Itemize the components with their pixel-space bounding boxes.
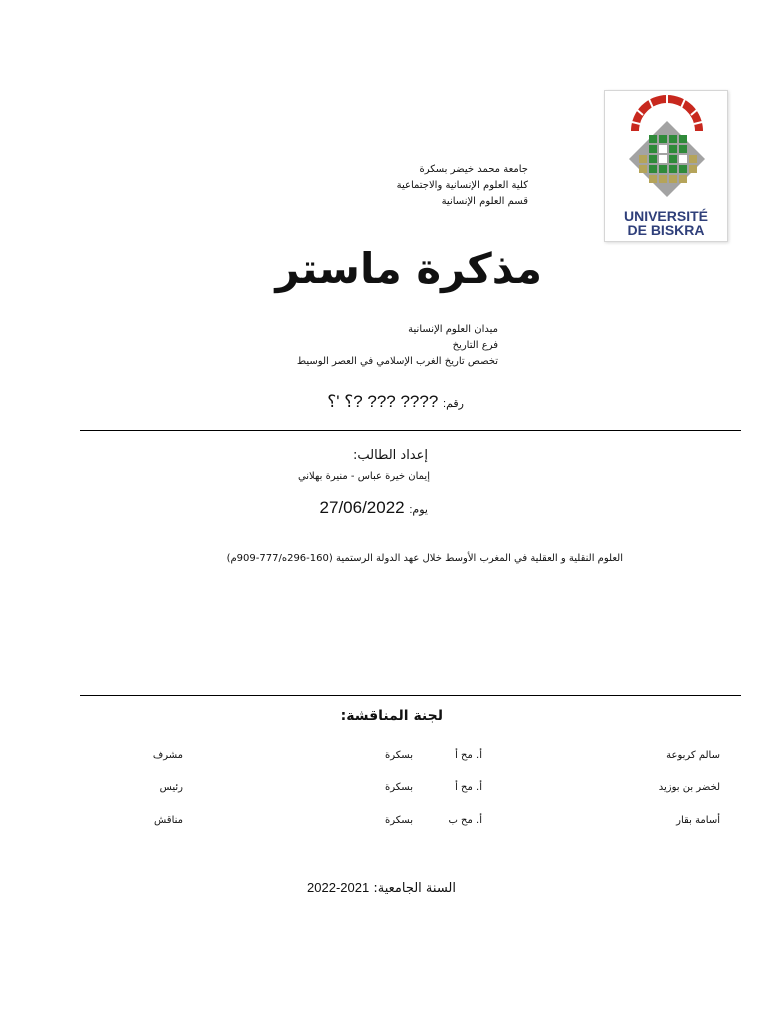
jury-member-university: بسكرة bbox=[385, 815, 413, 826]
jury-member-rank: أ. مح أ bbox=[455, 750, 482, 761]
jury-member-name: لخضر بن بوزيد bbox=[658, 782, 720, 793]
jury-row bbox=[0, 750, 768, 770]
logo-line-1: UNIVERSITÉ bbox=[623, 208, 708, 224]
defense-date-label: يوم: bbox=[409, 504, 428, 516]
academic-year-value: 2021-2022 bbox=[307, 880, 370, 895]
jury-member-name: أسامة بقار bbox=[676, 815, 720, 826]
defense-date bbox=[320, 498, 428, 518]
divider-top bbox=[80, 430, 741, 431]
logo-line-2: DE BISKRA bbox=[627, 222, 705, 238]
logo-emblem-icon bbox=[605, 91, 727, 206]
academic-year bbox=[307, 880, 456, 896]
jury-row bbox=[0, 815, 768, 835]
jury-member-university: بسكرة bbox=[385, 782, 413, 793]
field-specialty: تخصص تاريخ الغرب الإسلامي في العصر الوسيط bbox=[296, 356, 498, 367]
field-domain: ميدان العلوم الإنسانية bbox=[408, 324, 498, 335]
divider-bottom bbox=[80, 695, 741, 696]
department-name: قسم العلوم الإنسانية bbox=[441, 196, 528, 207]
thesis-number-value: ???? ??? ?؟ '؟ bbox=[327, 392, 439, 411]
field-branch: فرع التاريخ bbox=[452, 340, 498, 351]
jury-member-rank: أ. مح ب bbox=[448, 815, 482, 826]
jury-row bbox=[0, 782, 768, 802]
jury-title: لجنة المناقشة: bbox=[340, 708, 443, 724]
faculty-name: كلية العلوم الإنسانية والاجتماعية bbox=[396, 180, 528, 191]
student-names: إيمان خيرة عباس - منيرة بهلاني bbox=[297, 471, 430, 482]
jury-member-rank: أ. مح أ bbox=[455, 782, 482, 793]
logo-wordmark bbox=[605, 209, 727, 237]
prepared-by-label: إعداد الطالب: bbox=[352, 448, 428, 463]
thesis-title: العلوم النقلية و العقلية في المغرب الأوسط خلال عهد الدولة الرستمية (160-296ه/777-909م) bbox=[226, 553, 623, 564]
thesis-number-label: رقم: bbox=[443, 398, 464, 410]
jury-member-role: رئيس bbox=[159, 782, 183, 793]
university-name: جامعة محمد خيضر بسكرة bbox=[419, 164, 528, 175]
institution-header bbox=[397, 162, 528, 210]
jury-member-university: بسكرة bbox=[385, 750, 413, 761]
field-block bbox=[297, 322, 498, 370]
jury-member-name: سالم كربوعة bbox=[666, 750, 720, 761]
document-title: مذكرة ماستر bbox=[275, 244, 542, 293]
academic-year-label: السنة الجامعية: bbox=[373, 881, 456, 896]
university-logo bbox=[604, 90, 728, 242]
jury-member-role: مشرف bbox=[152, 750, 183, 761]
defense-date-value: 27/06/2022 bbox=[319, 498, 405, 517]
thesis-number bbox=[327, 392, 464, 412]
jury-member-role: مناقش bbox=[154, 815, 183, 826]
